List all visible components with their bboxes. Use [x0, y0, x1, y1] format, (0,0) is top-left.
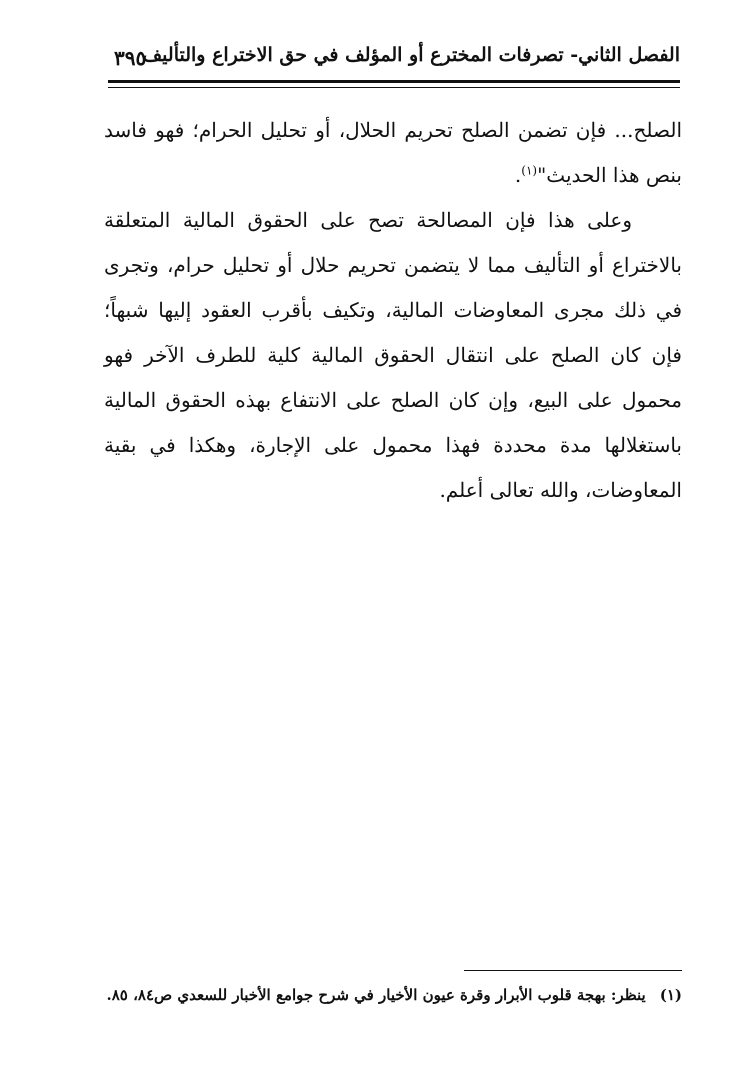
page-number: ٣٩٥	[114, 46, 147, 70]
footnote-reference: (١)	[521, 163, 538, 178]
footnote	[102, 986, 682, 1004]
paragraph-2: وعلى هذا فإن المصالحة تصح على الحقوق المالية المتعلقة بالاختراع أو التأليف مما لا يتضمن تحريم حلال أو تحليل حرام، وتجرى في ذلك مجرى المعاوضات المالية، وتكيف بأقرب العقود إليها شبهاً؛ فإن كان الصلح على انتقال الحقوق المالية كلية للطرف الآخر فهو محمول على البيع، وإن كان الصلح على الانتفاع بهذه الحقوق المالية باستغلالها مدة محددة فهذا محمول على الإجارة، وهكذا في بقية المعاوضات، والله تعالى أعلم.	[104, 208, 682, 502]
running-title: الفصل الثاني- تصرفات المخترع أو المؤلف في حق الاختراع والتأليف	[142, 44, 680, 66]
footnote-separator	[464, 970, 682, 971]
body-text	[104, 108, 682, 513]
paragraph-1	[104, 108, 682, 198]
page-header	[108, 40, 680, 80]
header-rule-thick	[108, 80, 680, 83]
footnote-text: ينظر: بهجة قلوب الأبرار وقرة عيون الأخيار في شرح جوامع الأخبار للسعدي ص٨٤، ٨٥.	[106, 986, 646, 1004]
header-rule-thin	[108, 87, 680, 88]
paragraph-1-text: الصلح... فإن تضمن الصلح تحريم الحلال، أو تحليل الحرام؛ فهو فاسد بنص هذا الحديث"	[104, 118, 682, 187]
footnote-number: (١)	[659, 986, 682, 1004]
paragraph-1-end: .	[514, 163, 522, 187]
